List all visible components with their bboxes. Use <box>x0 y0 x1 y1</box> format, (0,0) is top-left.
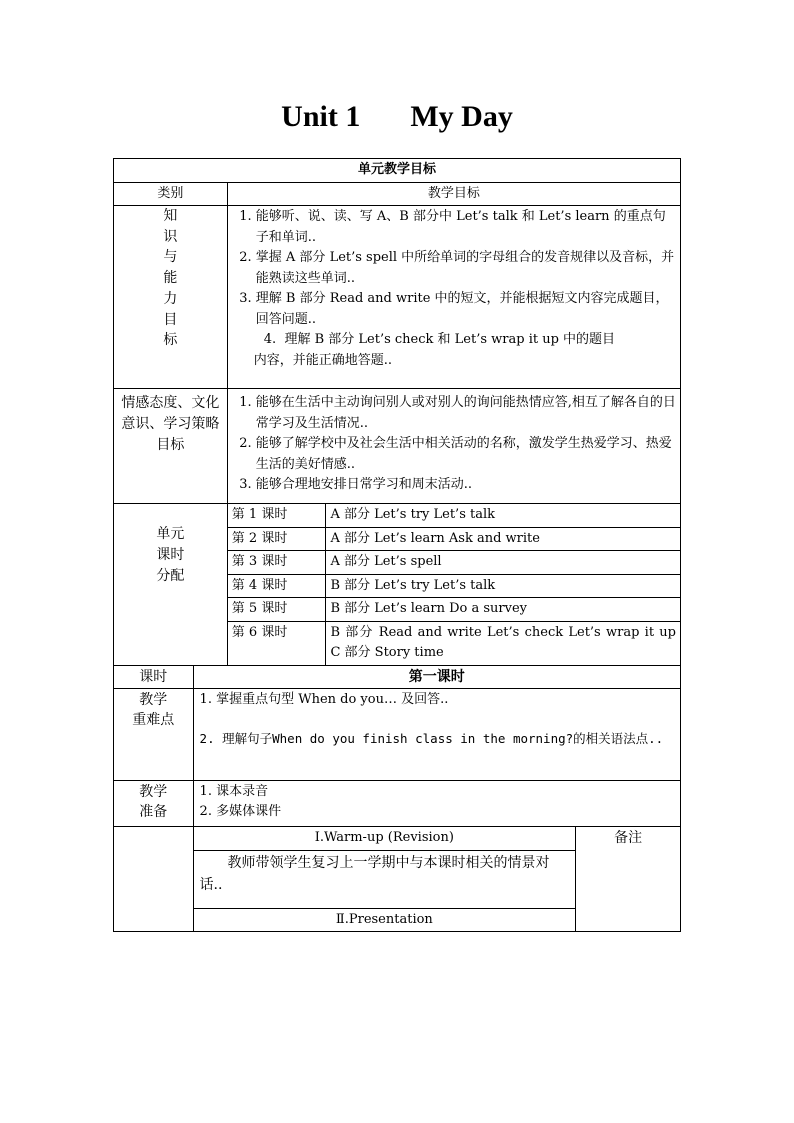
lesson-content: A 部分 Let’s try Let’s talk <box>326 504 681 528</box>
key-point-1: 1. 掌握重点句型 When do you… 及回答.. <box>199 692 449 707</box>
col-goal-header: 教学目标 <box>227 182 680 206</box>
lesson-content: A 部分 Let’s spell <box>326 551 681 575</box>
col-category-header: 类别 <box>114 182 228 206</box>
knowledge-goals <box>227 206 680 389</box>
lesson-number: 第 5 课时 <box>227 598 326 622</box>
lesson-plan-table <box>113 158 681 932</box>
allocation-label: 单元 课时 分配 <box>114 504 228 666</box>
key-points-content <box>193 689 680 781</box>
prep-item: 1. 课本录音 <box>199 784 269 799</box>
knowledge-item: 1. 能够听、说、读、写 A、B 部分中 Let’s talk 和 Let’s learn 的重点句子和单词.. <box>256 207 676 248</box>
title-name: My Day <box>410 100 513 133</box>
knowledge-item-4: 4. 理解 B 部分 Let’s check 和 Let’s wrap it up 中的题目 <box>263 332 616 347</box>
prep-content <box>193 781 680 827</box>
lesson-number: 第 3 课时 <box>227 551 326 575</box>
emotion-item: 1. 能够在生活中主动询问别人或对别人的询问能热情应答,相互了解各自的日常学习及生活情况.. <box>256 393 676 434</box>
notes-header: 备注 <box>576 827 681 932</box>
title-unit: Unit 1 <box>281 100 361 133</box>
emotion-item: 3. 能够合理地安排日常学习和周末活动.. <box>256 475 676 496</box>
knowledge-label: 知 识 与 能 力 目 标 <box>114 206 228 389</box>
lesson-header-label: 课时 <box>114 665 194 689</box>
page-title <box>0 100 794 134</box>
knowledge-item: 3. 理解 B 部分 Read and write 中的短文，并能根据短文内容完成题目，回答问题.. <box>256 289 676 330</box>
process-empty-cell <box>114 827 194 932</box>
lesson-content: A 部分 Let’s learn Ask and write <box>326 527 681 551</box>
emotion-label: 情感态度、文化意识、学习策略目标 <box>114 389 228 504</box>
step-2-heading: Ⅱ.Presentation <box>193 908 576 932</box>
knowledge-item: 2. 掌握 A 部分 Let’s spell 中所给单词的字母组合的发音规律以及音标，并能熟读这些单词.. <box>256 248 676 289</box>
lesson-number: 第 6 课时 <box>227 621 326 665</box>
emotion-item: 2. 能够了解学校中及社会生活中相关活动的名称，激发学生热爱学习、热爱生活的美好情感.. <box>256 434 676 475</box>
prep-item: 2. 多媒体课件 <box>199 804 282 819</box>
key-point-2: 2. 理解句子When do you finish class in the morning?的相关语法点.. <box>199 730 664 746</box>
lesson-header-value: 第一课时 <box>193 665 680 689</box>
step-1-heading: Ⅰ.Warm-up (Revision) <box>193 827 576 851</box>
prep-label: 教学 准备 <box>114 781 194 827</box>
step-1-text: 教师带领学生复习上一学期中与本课时相关的情景对话.. <box>193 850 576 908</box>
key-points-label: 教学 重难点 <box>114 689 194 781</box>
lesson-content: B 部分 Let’s learn Do a survey <box>326 598 681 622</box>
lesson-number: 第 4 课时 <box>227 574 326 598</box>
lesson-content: B 部分 Read and write Let’s check Let’s wrap it up C 部分 Story time <box>326 621 681 665</box>
table-header: 单元教学目标 <box>114 159 681 183</box>
knowledge-item-4-cont: 内容，并能正确地答题.. <box>253 352 393 368</box>
lesson-number: 第 1 课时 <box>227 504 326 528</box>
lesson-number: 第 2 课时 <box>227 527 326 551</box>
emotion-goals <box>227 389 680 504</box>
lesson-content: B 部分 Let’s try Let’s talk <box>326 574 681 598</box>
